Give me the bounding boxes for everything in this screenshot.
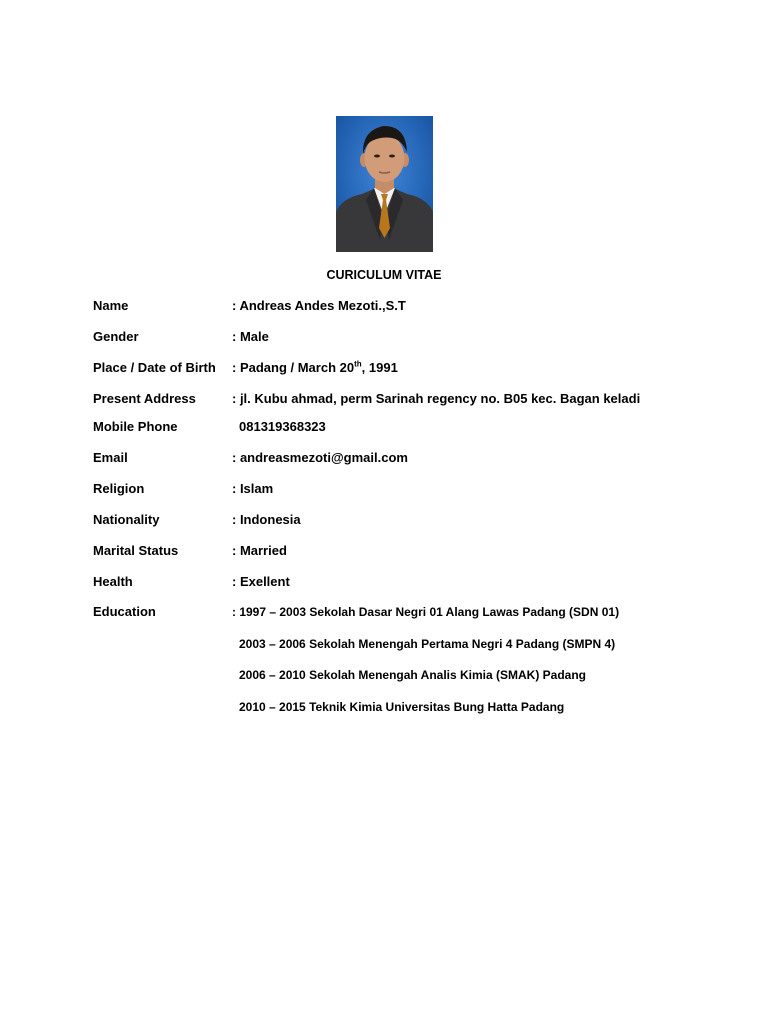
education-row (0, 666, 768, 684)
field-label: Nationality (93, 512, 160, 527)
field-email (0, 449, 768, 467)
field-value: : Indonesia (232, 512, 301, 527)
field-mobile (0, 418, 768, 436)
field-marital-status (0, 542, 768, 560)
field-value: 081319368323 (239, 419, 326, 434)
education-row (0, 635, 768, 653)
field-value: : jl. Kubu ahmad, perm Sarinah regency no. B05 kec. Bagan keladi (232, 391, 641, 406)
field-address (0, 390, 768, 408)
field-label: Place / Date of Birth (93, 360, 216, 375)
field-value: : Exellent (232, 574, 290, 589)
field-nationality (0, 511, 768, 529)
field-label: Name (93, 298, 129, 313)
field-label: Email (93, 450, 128, 465)
field-value (232, 359, 398, 377)
field-health (0, 573, 768, 591)
field-value: : Male (232, 329, 269, 344)
field-education (0, 603, 768, 621)
field-name (0, 297, 768, 315)
education-entry: : 1997 – 2003 Sekolah Dasar Negri 01 Alang Lawas Padang (SDN 01) (232, 605, 620, 619)
portrait-photo (336, 116, 433, 252)
field-label: Present Address (93, 391, 196, 406)
education-entry: 2010 – 2015 Teknik Kimia Universitas Bung Hatta Padang (239, 700, 565, 714)
field-label: Mobile Phone (93, 419, 178, 434)
birth-value-suffix: , 1991 (361, 360, 398, 375)
field-gender (0, 328, 768, 346)
field-religion (0, 480, 768, 498)
field-value: : andreasmezoti@gmail.com (232, 450, 408, 465)
education-row (0, 698, 768, 716)
field-value: : Islam (232, 481, 274, 496)
field-value: : Married (232, 543, 287, 558)
field-label: Education (93, 604, 156, 619)
field-label: Gender (93, 329, 139, 344)
education-entry: 2003 – 2006 Sekolah Menengah Pertama Negri 4 Padang (SMPN 4) (239, 637, 616, 651)
document-title: CURICULUM VITAE (326, 268, 442, 282)
birth-value-prefix: : Padang / March 20 (232, 360, 355, 375)
field-birth (0, 359, 768, 377)
education-entry: 2006 – 2010 Sekolah Menengah Analis Kimia (SMAK) Padang (239, 668, 587, 682)
field-label: Religion (93, 481, 145, 496)
field-label: Marital Status (93, 543, 179, 558)
field-value: : Andreas Andes Mezoti.,S.T (232, 298, 406, 313)
field-label: Health (93, 574, 133, 589)
birth-value-sup: th (354, 359, 362, 369)
